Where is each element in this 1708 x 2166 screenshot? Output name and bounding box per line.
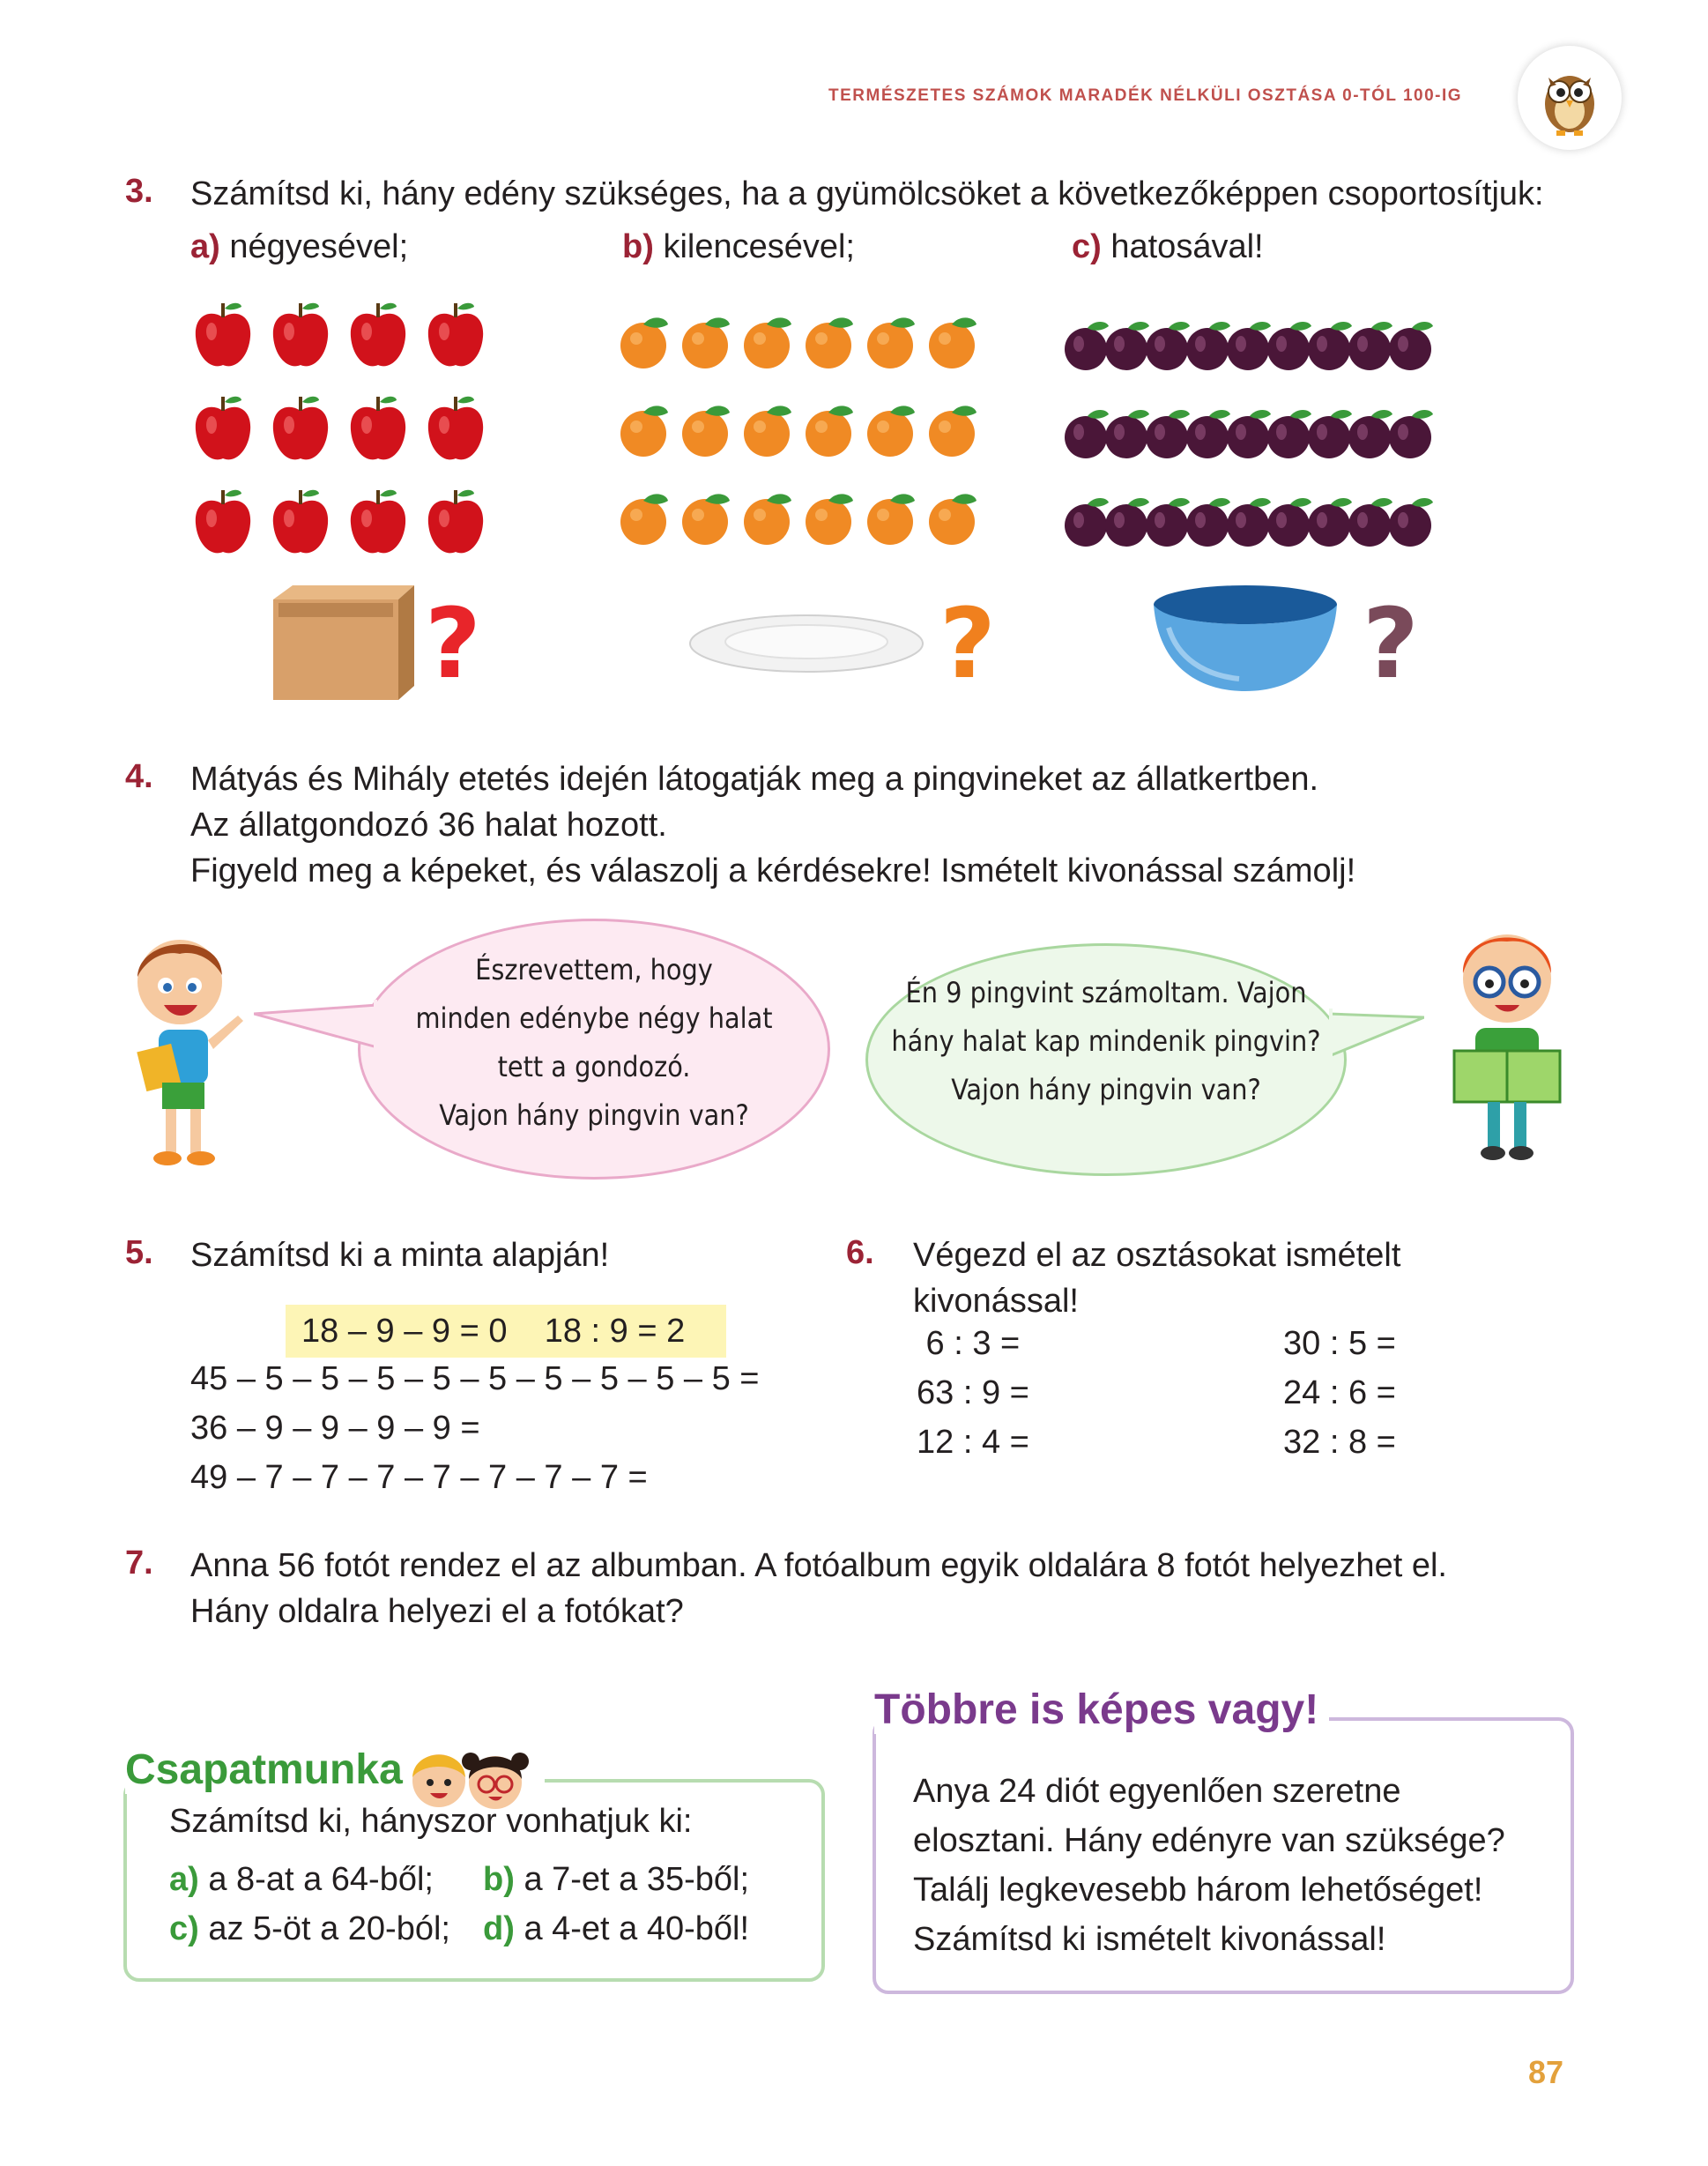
part-c-text: hatosával! xyxy=(1110,228,1264,265)
exercise-6-number: 6. xyxy=(846,1234,874,1271)
item-d-letter: d) xyxy=(483,1910,515,1947)
bubble-left-line-3: tett a gondozó. xyxy=(497,1050,691,1083)
exercise-4-line-3: Figyeld meg a képeket, és válaszolj a kérdésekre! Ismételt kivonással számolj! xyxy=(190,852,1356,889)
bonus-heading: Többre is képes vagy! xyxy=(874,1686,1329,1734)
boy-character-illustration xyxy=(123,927,273,1179)
teamwork-item-a xyxy=(169,1857,434,1902)
part-a-text: négyesével; xyxy=(229,228,409,265)
apple-icon xyxy=(347,485,409,559)
item-d-text: a 4-et a 40-ből! xyxy=(524,1910,750,1947)
orange-icon xyxy=(925,490,980,547)
teamwork-item-b xyxy=(483,1857,749,1902)
owl-icon xyxy=(1518,46,1622,150)
division-2: 63 : 9 = xyxy=(917,1374,1029,1411)
orange-icon xyxy=(925,402,980,458)
division-5: 24 : 6 = xyxy=(1283,1374,1396,1411)
item-b-letter: b) xyxy=(483,1861,515,1898)
speech-bubble-right xyxy=(865,943,1347,1176)
question-mark-b: ? xyxy=(939,587,996,700)
exercise-5-text: Számítsd ki a minta alapján! xyxy=(190,1237,610,1274)
apple-icon xyxy=(425,298,486,372)
part-c-letter: c) xyxy=(1072,228,1102,265)
orange-group xyxy=(617,314,987,547)
apple-icon xyxy=(192,391,254,465)
orange-icon xyxy=(679,402,733,458)
apple-icon xyxy=(425,485,486,559)
question-mark-c: ? xyxy=(1363,587,1419,700)
example-subtraction: 18 – 9 – 9 = 0 xyxy=(301,1313,508,1350)
division-3: 12 : 4 = xyxy=(917,1424,1029,1461)
bubble-right-tail xyxy=(1329,1005,1424,1058)
division-1: 6 : 3 = xyxy=(917,1325,1021,1362)
exercise-5-number: 5. xyxy=(125,1234,153,1271)
teamwork-intro: Számítsd ki, hányszor vonhatjuk ki: xyxy=(169,1803,693,1840)
box-icon xyxy=(266,582,416,706)
bonus-text xyxy=(913,1767,1505,1964)
part-b-letter: b) xyxy=(622,228,654,265)
exercise-3-text: Számítsd ki, hány edény szükséges, ha a gyümölcsöket a következőképpen csoportosítjuk: xyxy=(190,175,1544,212)
exercise-3-part-b xyxy=(622,224,855,270)
exercise-3-part-a xyxy=(190,224,408,270)
apple-group xyxy=(192,298,502,559)
example-division: 18 : 9 = 2 xyxy=(544,1313,686,1350)
orange-icon xyxy=(802,490,857,547)
item-a-letter: a) xyxy=(169,1861,199,1898)
exercise-3-part-c xyxy=(1072,224,1264,270)
orange-icon xyxy=(740,490,795,547)
orange-icon xyxy=(617,314,672,370)
teamwork-item-c xyxy=(169,1906,450,1952)
example-highlight xyxy=(286,1305,726,1358)
plum-group xyxy=(1063,317,1428,548)
exercise-4-number: 4. xyxy=(125,758,153,795)
apple-icon xyxy=(270,391,331,465)
exercise-6-text-2: kivonással! xyxy=(913,1283,1079,1320)
subtraction-line-3: 49 – 7 – 7 – 7 – 7 – 7 – 7 – 7 = xyxy=(190,1459,648,1496)
page-number: 87 xyxy=(1528,2054,1564,2090)
bubble-left-line-4: Vajon hány pingvin van? xyxy=(439,1098,749,1132)
subtraction-line-1: 45 – 5 – 5 – 5 – 5 – 5 – 5 – 5 – 5 – 5 = xyxy=(190,1360,760,1397)
orange-icon xyxy=(864,490,918,547)
orange-icon xyxy=(864,314,918,370)
bowl-icon xyxy=(1151,584,1340,697)
bubble-right-line-1: Én 9 pingvint számoltam. Vajon xyxy=(905,976,1307,1009)
bonus-line-2: elosztani. Hány edényre van szüksége? xyxy=(913,1822,1505,1859)
exercise-3-number: 3. xyxy=(125,173,153,210)
bonus-line-4: Számítsd ki ismételt kivonással! xyxy=(913,1921,1386,1958)
question-mark-a: ? xyxy=(425,587,481,700)
bonus-line-3: Találj legkevesebb három lehetőséget! xyxy=(913,1872,1483,1909)
exercise-7-number: 7. xyxy=(125,1544,153,1582)
bonus-line-1: Anya 24 diót egyenlően szeretne xyxy=(913,1773,1401,1810)
plum-icon xyxy=(1387,494,1437,548)
bubble-left-tail xyxy=(254,996,377,1049)
orange-icon xyxy=(864,402,918,458)
plum-icon xyxy=(1387,406,1437,460)
teamwork-heading: Csapatmunka xyxy=(125,1745,410,1794)
apple-icon xyxy=(270,485,331,559)
teamwork-item-d xyxy=(483,1906,749,1952)
subtraction-line-2: 36 – 9 – 9 – 9 – 9 = xyxy=(190,1410,480,1447)
exercise-4-line-2: Az állatgondozó 36 halat hozott. xyxy=(190,807,667,844)
plate-icon xyxy=(687,608,925,683)
apple-icon xyxy=(347,391,409,465)
exercise-7-line-1: Anna 56 fotót rendez el az albumban. A fotóalbum egyik oldalára 8 fotót helyezhet el. xyxy=(190,1547,1447,1584)
orange-icon xyxy=(617,402,672,458)
bubble-right-line-2: hány halat kap mindenik pingvin? xyxy=(891,1024,1321,1058)
bubble-left-line-2: minden edénybe négy halat xyxy=(415,1001,773,1035)
orange-icon xyxy=(740,402,795,458)
apple-icon xyxy=(347,298,409,372)
item-b-text: a 7-et a 35-ből; xyxy=(524,1861,750,1898)
orange-icon xyxy=(925,314,980,370)
division-6: 32 : 8 = xyxy=(1283,1424,1396,1461)
boy-with-glasses-illustration xyxy=(1437,919,1578,1170)
orange-icon xyxy=(679,490,733,547)
apple-icon xyxy=(192,298,254,372)
orange-icon xyxy=(679,314,733,370)
orange-icon xyxy=(802,402,857,458)
exercise-6-text-1: Végezd el az osztásokat ismételt xyxy=(913,1237,1401,1274)
exercise-7-line-2: Hány oldalra helyezi el a fotókat? xyxy=(190,1593,684,1630)
chapter-title: TERMÉSZETES SZÁMOK MARADÉK NÉLKÜLI OSZTÁSA 0-TÓL 100-IG xyxy=(828,86,1463,105)
apple-icon xyxy=(192,485,254,559)
exercise-4-line-1: Mátyás és Mihály etetés idején látogatják meg a pingvineket az állatkertben. xyxy=(190,761,1319,798)
division-4: 30 : 5 = xyxy=(1283,1325,1396,1362)
bubble-right-line-3: Vajon hány pingvin van? xyxy=(951,1073,1261,1106)
apple-icon xyxy=(270,298,331,372)
apple-icon xyxy=(425,391,486,465)
item-a-text: a 8-at a 64-ből; xyxy=(208,1861,434,1898)
speech-bubble-left xyxy=(358,919,830,1180)
orange-icon xyxy=(740,314,795,370)
item-c-letter: c) xyxy=(169,1910,199,1947)
part-a-letter: a) xyxy=(190,228,220,265)
item-c-text: az 5-öt a 20-ból; xyxy=(208,1910,450,1947)
part-b-text: kilencesével; xyxy=(663,228,855,265)
plum-icon xyxy=(1387,317,1437,372)
bubble-left-line-1: Észrevettem, hogy xyxy=(475,953,713,986)
orange-icon xyxy=(802,314,857,370)
orange-icon xyxy=(617,490,672,547)
